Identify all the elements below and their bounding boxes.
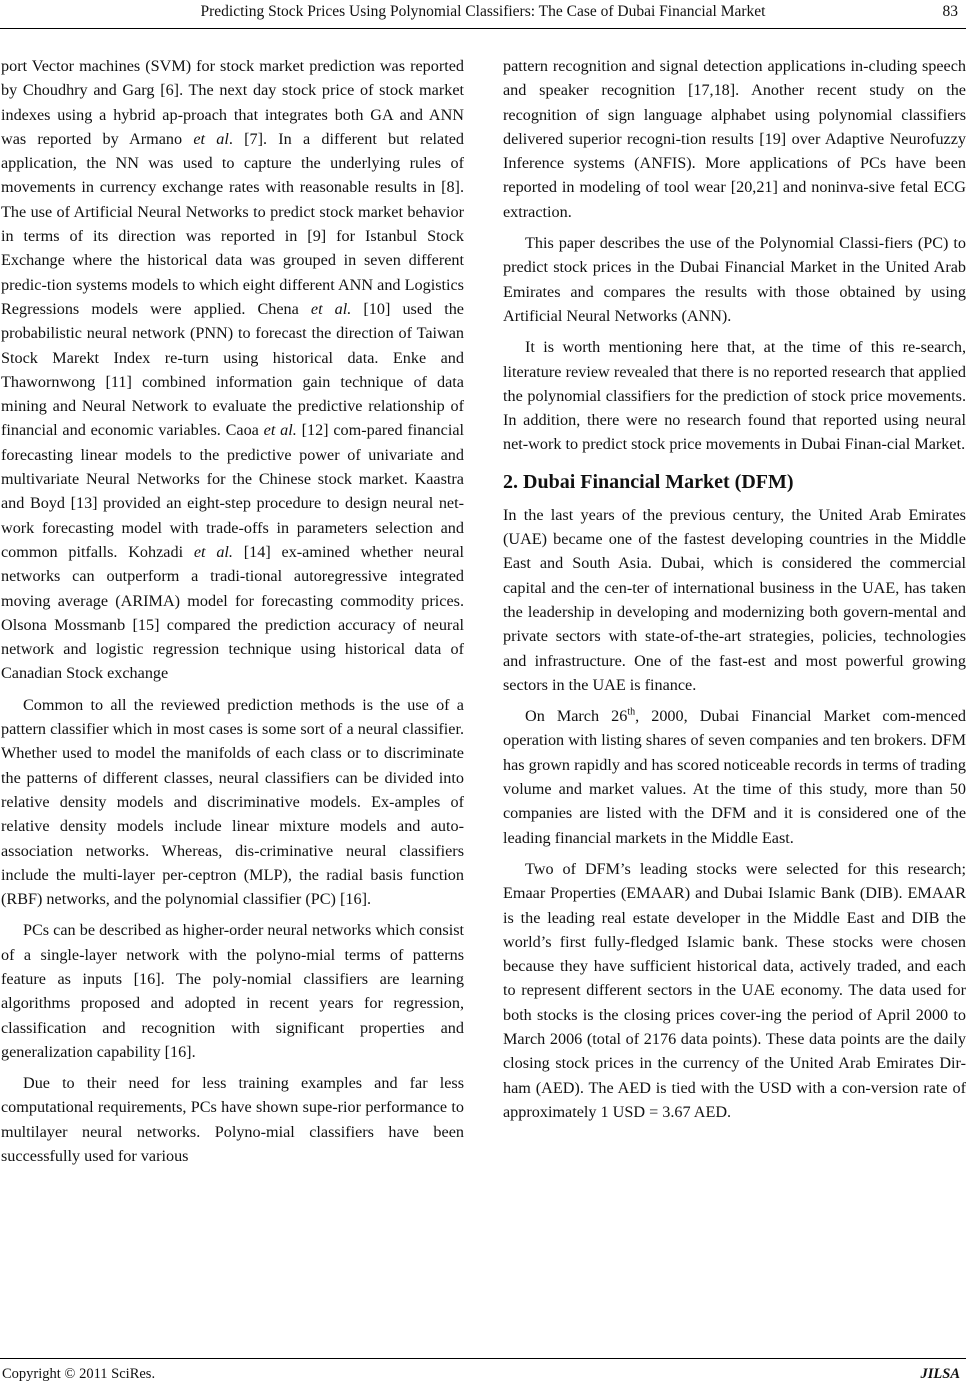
journal-name: JILSA (920, 1366, 960, 1382)
paragraph: port Vector machines (SVM) for stock market prediction was reported by Choudhry and Garg [6]. The next day stock price of stock market indexes using a hybrid ap-proach that integrates both GA and ANN was reported by Armano et al. [7]. In a different but related application, the NN was used to capture the underlying rules of movements in currency exchange rates with reasonable results in [8]. The use of Artificial Neural Networks to predict stock market behavior in terms of its direction was reported in [9] for Istanbul Stock Exchange where the historical data was grouped in seven different predic-tion systems models to which eight different ANN and Logistics Regressions models were applied. Chena et al. [10] used the probabilistic neural network (PNN) to forecast the direction of Taiwan Stock Marekt Index re-turn using historical data. Enke and Thawornwong [11] combined information gain technique of data mining and Neural Network to evaluate the predictive relationship of financial and economic variables. Caoa et al. [12] com-pared financial forecasting linear models to the predictive power of univariate and multivariate Neural Networks for the Chinese stock market. Kaastra and Boyd [13] provided an eight-step procedure to design neural net-work forecasting model with trade-offs in parameters selection and common pitfalls. Kohzadi et al. [14] ex-amined whether neural networks can outperform a tradi-tional autoregressive integrated moving average (ARIMA) model for forecasting commodity prices. Olsona Mossmanb [15] compared the prediction accuracy of neural network and logistic regression technique using historical data of Canadian Stock exchange (1, 57, 464, 683)
running-title: Predicting Stock Prices Using Polynomial Classifiers: The Case of Dubai Financial Market (200, 3, 766, 20)
paragraph: pattern recognition and signal detection applications in-cluding speech and speaker recognition [17,18]. Another recent study on the recognition of sign language alphabet using polynomial classifiers delivered superior recogni-tion results [19] over Adaptive Neurofuzzy Inference systems (ANFIS). More applications of PCs have been reported in modeling of tool wear [20,21] and noninva-sive fetal ECG extraction. (503, 57, 966, 221)
page-number: 83 (942, 3, 958, 20)
paragraph: Common to all the reviewed prediction methods is the use of a pattern classifier which in most cases is some sort of a neural classifier. Whether used to model the manifolds of each class or to discriminate the patterns of different classes, neural classifiers can be divided into relative density models and discriminative models. Ex-amples of relative density models include linear mixture models and auto-association networks. Whereas, dis-criminative neural classifiers include the multi-layer per-ceptron (MLP), the radial basis function (RBF) networks, and the polynomial classifier (PC) [16]. (1, 695, 464, 909)
paragraph: In the last years of the previous century, the United Arab Emirates (UAE) became one of the fastest developing countries in the Middle East and South Asia. Dubai, which is considered the commercial capital and the cen-ter of international business in the UAE, has taken the leadership in developing and modernizing both govern-mental and private sectors with state-of-the-art strategies, policies, technologies and infrastructure. One of the fast-est and most powerful growing sectors in the UAE is finance. (503, 505, 966, 694)
paragraph: This paper describes the use of the Polynomial Classi-fiers (PC) to predict stock prices in the Dubai Financial Market in the United Arab Emirates and compares the results with those obtained by using Artificial Neural Networks (ANN). (503, 234, 966, 325)
left-column (1, 54, 464, 1175)
page-footer (0, 1364, 966, 1384)
running-header (0, 0, 966, 24)
header-rule (0, 28, 966, 29)
copyright-notice: Copyright © 2011 SciRes. (2, 1366, 156, 1382)
section-heading: 2. Dubai Financial Market (DFM) (503, 470, 794, 493)
paragraph: PCs can be described as higher-order neural networks which consist of a single-layer network with the polyno-mial terms of patterns feature as inputs [16]. The poly-nomial classifiers are learning algorithms proposed and adopted in recent years for regression, classification and recognition with significant properties and generalization capability [16]. (1, 921, 464, 1061)
paragraph: Due to their need for less training examples and far less computational requirements, PCs have shown supe-rior performance to multilayer neural networks. Polyno-mial classifiers have been successfully used for various (1, 1074, 464, 1166)
paragraph: On March 26th, 2000, Dubai Financial Market com-menced operation with listing shares of seven companies and ten brokers. DFM has grown rapidly and has scored noticeable records in terms of trading volume and market values. At the time of this study, more than 50 companies are listed with the DFM and it is considered one of the leading financial markets in the Middle East. (503, 706, 966, 847)
footer-rule (0, 1358, 966, 1359)
paragraph: Two of DFM’s leading stocks were selected for this research; Emaar Properties (EMAAR) and Dubai Islamic Bank (DIB). EMAAR is the leading real estate developer in the Middle East and DIB the world’s first fully-fledged Islamic bank. These stocks were chosen because they have sufficient historical data, actively traded, and each to represent different sectors in the UAE economy. The data used for both stocks is the closing prices cover-ing the period of April 2000 to March 2006 (total of 2176 data points). These data points are the daily closing stock prices in the currency of the United Arab Emirates Dir-ham (AED). The AED is tied with the USD with a con-version rate of approximately 1 USD = 3.67 AED. (503, 859, 966, 1121)
right-column (503, 54, 966, 1131)
paragraph: It is worth mentioning here that, at the time of this re-search, literature review revealed that there is no reported research that applied the polynomial classifiers for the prediction of stock price movements. In addition, there were no research found that reported using neural net-work to predict stock price movements in Dubai Finan-cial Market. (503, 338, 966, 454)
